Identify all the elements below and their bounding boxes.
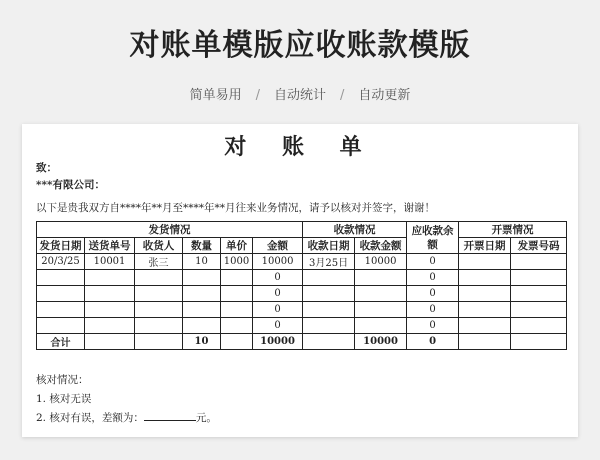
reconcile-option-correct: 1. 核对无误 [36,393,92,405]
table-cell: 20/3/25 [37,254,85,270]
statement-sheet [22,124,578,437]
column-header: 开票日期 [459,238,511,254]
table-cell: 10000 [253,334,303,350]
group-header-invoice: 开票情况 [459,222,567,238]
table-cell: 合计 [37,334,85,350]
table-cell: 张三 [135,254,183,270]
table-cell [85,318,135,334]
discrepancy-unit: 元。 [195,412,217,424]
table-cell: 0 [253,302,303,318]
table-cell: 0 [407,286,459,302]
table-cell [459,334,511,350]
table-cell [135,334,183,350]
recipient-company: ***有限公司： [36,179,105,191]
table-row [37,302,567,318]
table-cell: 0 [253,286,303,302]
table-cell [303,270,355,286]
table-cell: 10 [183,254,221,270]
table-cell: 10 [183,334,221,350]
table-row [37,254,567,270]
column-header: 单价 [221,238,253,254]
table-cell [511,254,567,270]
table-cell [183,286,221,302]
table-cell [459,270,511,286]
table-cell [355,286,407,302]
table-cell [459,318,511,334]
table-cell [511,286,567,302]
group-header-balance: 应收款余额 [407,222,459,254]
tag-separator: / [255,88,260,103]
column-header: 收货人 [135,238,183,254]
reconcile-option-discrepancy [36,410,217,425]
table-cell [303,334,355,350]
table-cell [37,302,85,318]
tag-easy: 简单易用 [189,88,242,103]
table-cell [511,302,567,318]
table-cell [303,302,355,318]
table-cell [221,318,253,334]
table-cell [221,334,253,350]
tagline [0,84,600,103]
column-header: 发票号码 [511,238,567,254]
table-cell [355,270,407,286]
table-cell [37,270,85,286]
table-cell: 10000 [355,334,407,350]
table-cell [221,302,253,318]
table-cell [511,318,567,334]
table-cell [355,318,407,334]
table-cell: 0 [407,270,459,286]
table-cell: 10001 [85,254,135,270]
table-cell [85,302,135,318]
table-cell: 0 [407,334,459,350]
table-cell: 0 [253,318,303,334]
page-title: 对账单模版应收账款模版 [129,28,471,63]
table-cell [303,318,355,334]
table-cell: 10000 [253,254,303,270]
table-cell [135,318,183,334]
table-cell: 10000 [355,254,407,270]
table-cell [221,286,253,302]
table-cell [183,270,221,286]
table-cell [37,318,85,334]
tag-auto-stats: 自动统计 [273,88,326,103]
table-cell [221,270,253,286]
recipient-label: 致： [36,162,57,174]
table-row [37,286,567,302]
table-cell [511,270,567,286]
column-header: 收款金额 [355,238,407,254]
group-header-ship: 发货情况 [37,222,303,238]
discrepancy-label: 2. 核对有误，差额为： [36,412,144,424]
discrepancy-blank[interactable] [144,410,196,421]
table-cell [459,302,511,318]
table-cell [459,286,511,302]
table-cell [37,286,85,302]
table-cell: 0 [407,302,459,318]
table-cell: 0 [407,254,459,270]
table-cell [459,254,511,270]
table-cell [303,286,355,302]
tag-separator: / [340,88,345,103]
table-row [37,270,567,286]
table-cell: 3月25日 [303,254,355,270]
table-cell [135,302,183,318]
column-header: 发货日期 [37,238,85,254]
total-row [37,334,567,350]
reconcile-heading: 核对情况： [36,374,89,386]
table-cell [135,286,183,302]
statement-table [36,221,567,350]
table-cell: 0 [407,318,459,334]
column-header: 送货单号 [85,238,135,254]
column-header: 金额 [253,238,303,254]
tag-auto-update: 自动更新 [358,88,411,103]
table-cell [183,318,221,334]
table-cell [355,302,407,318]
table-cell [85,334,135,350]
table-cell: 0 [253,270,303,286]
table-row [37,318,567,334]
table-cell [85,270,135,286]
table-cell: 1000 [221,254,253,270]
table-cell [183,302,221,318]
column-header: 数量 [183,238,221,254]
statement-intro: 以下是贵我双方自****年**月至****年**月往来业务情况，请予以核对并签字，谢谢！ [36,202,435,214]
column-header: 收款日期 [303,238,355,254]
table-cell [85,286,135,302]
table-cell [135,270,183,286]
statement-title: 对 账 单 [224,134,376,160]
table-cell [511,334,567,350]
group-header-receive: 收款情况 [303,222,407,238]
